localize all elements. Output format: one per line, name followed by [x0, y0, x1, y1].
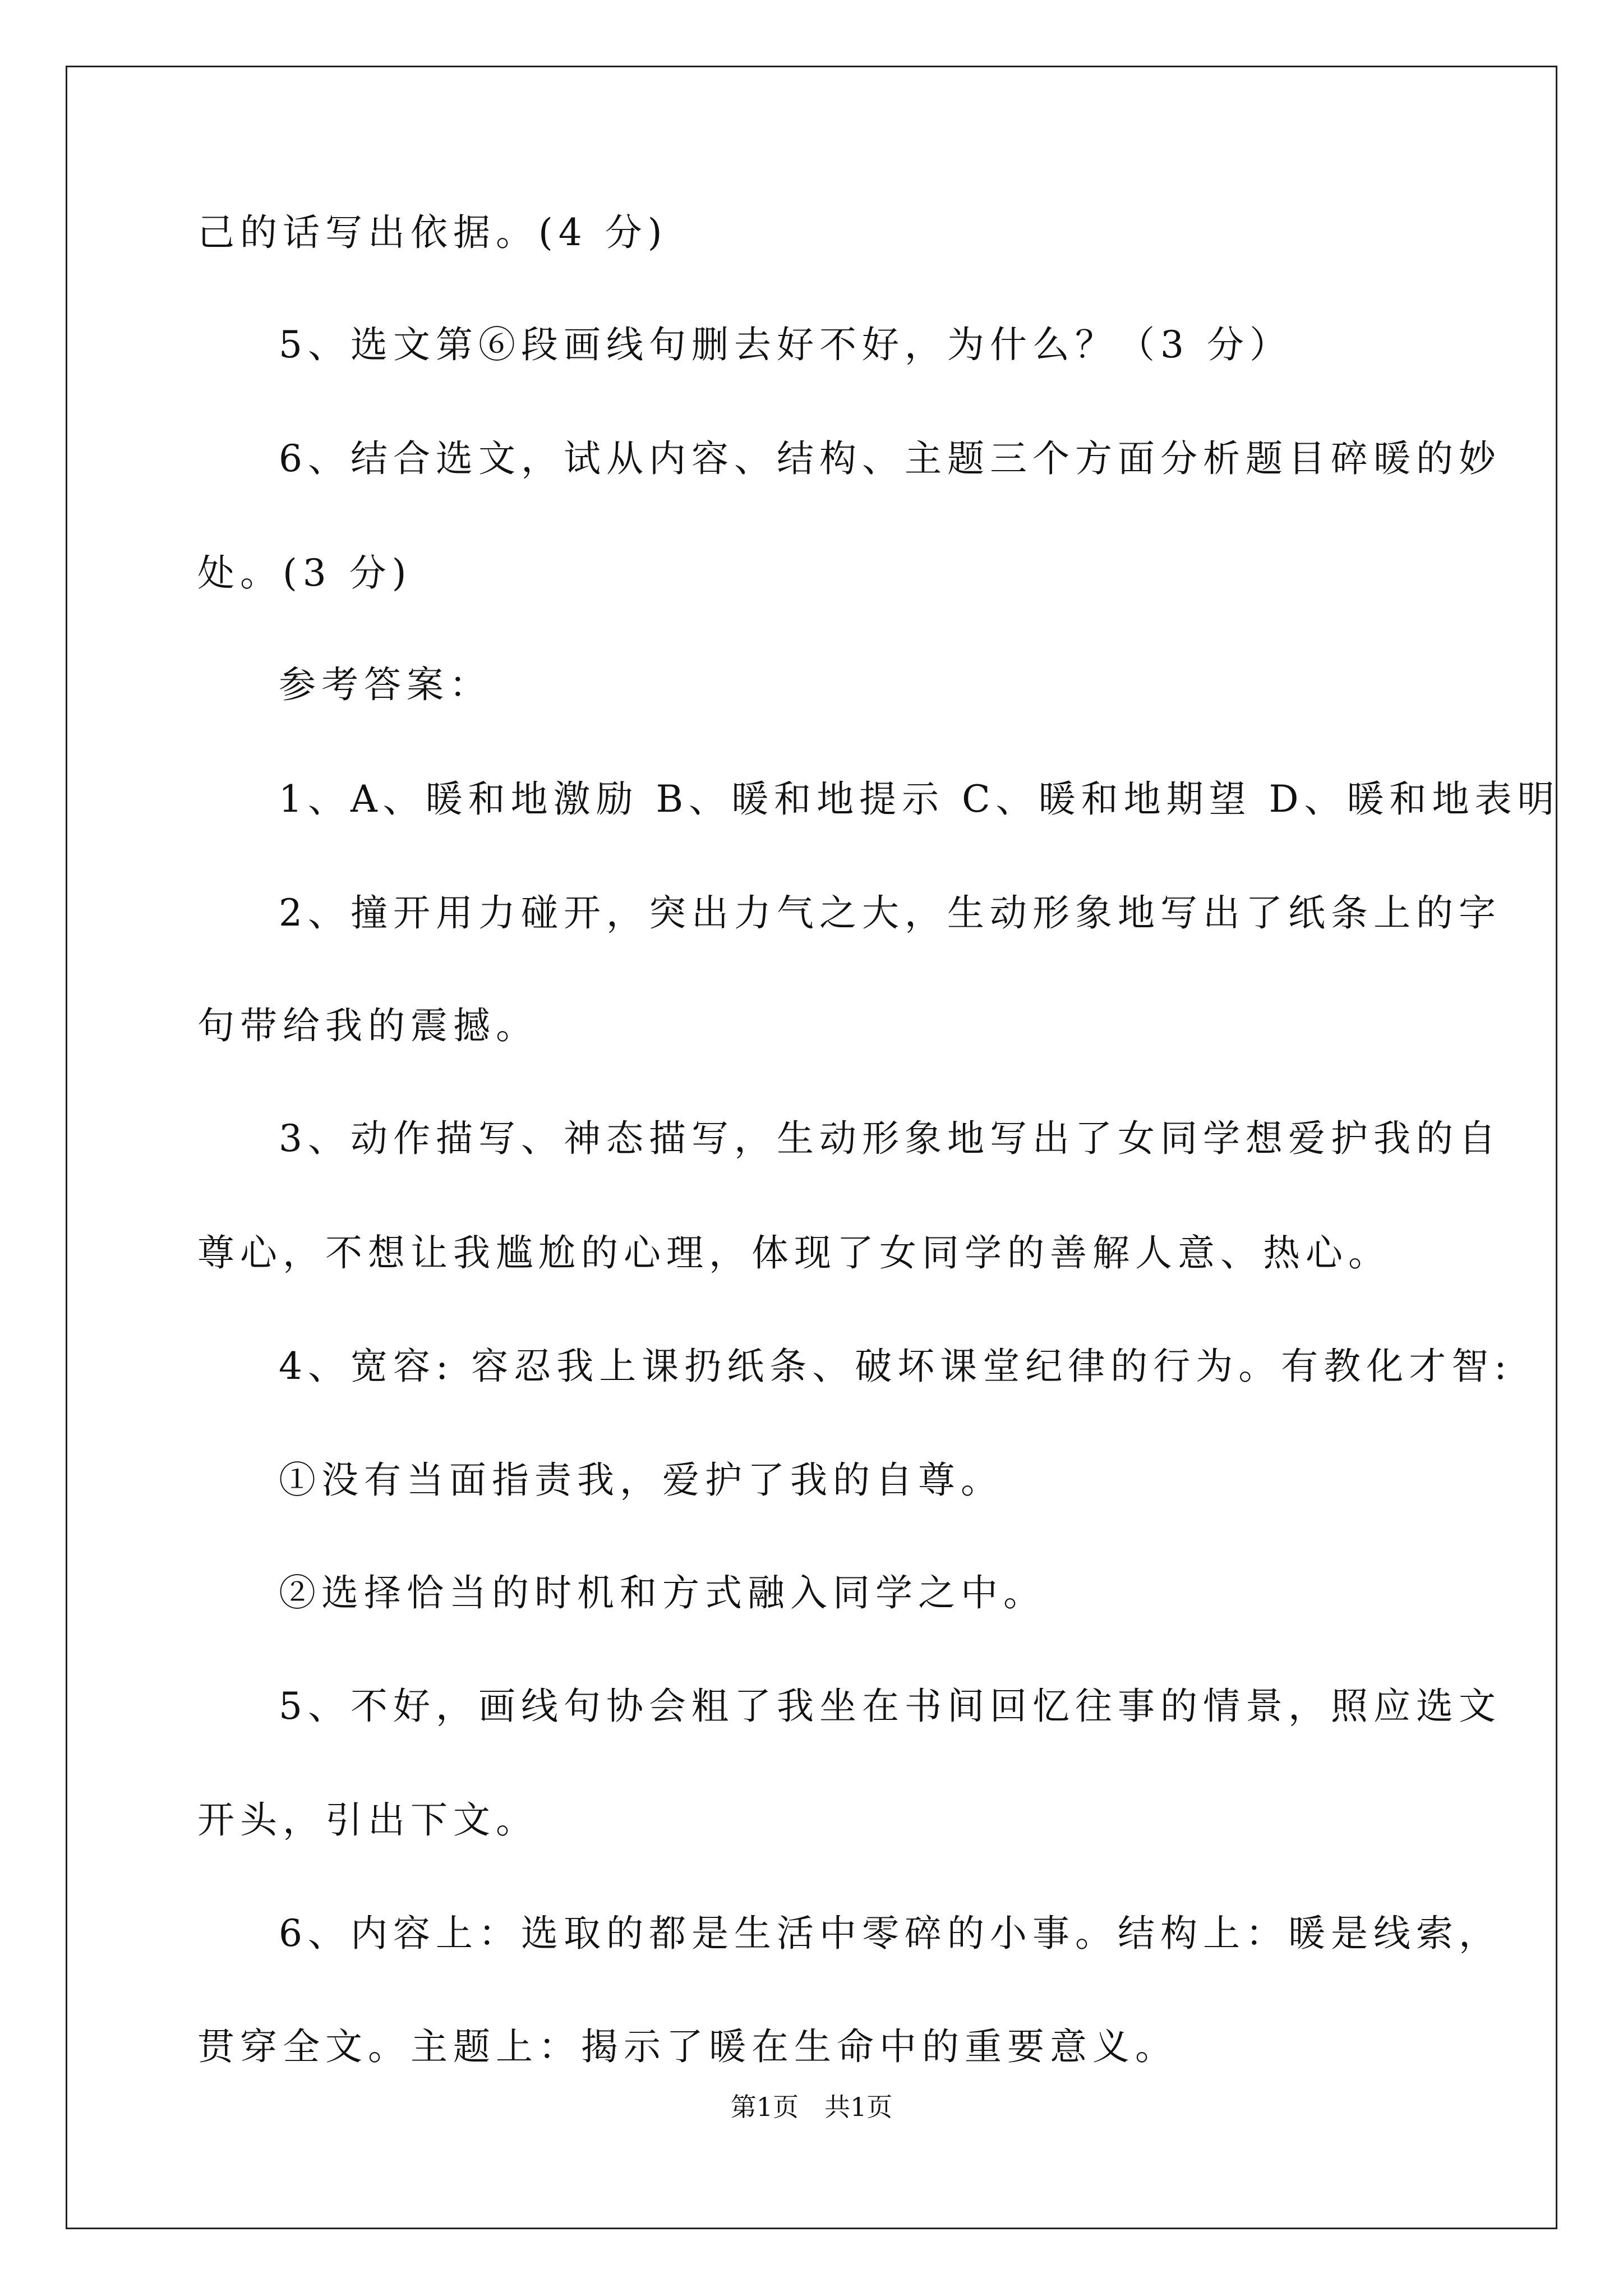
text-line-4: 处。(3 分) [197, 551, 412, 595]
answer-6: 6、内容上：选取的都是生活中零碎的小事。结构上：暖是线索， [279, 1912, 1501, 1955]
answer-5: 5、不好，画线句协会粗了我坐在书间回忆往事的情景，照应选文 [279, 1685, 1501, 1728]
answer-4-point-1: ①没有当面指责我，爱护了我的自尊。 [279, 1458, 1003, 1502]
text-line-1: 己的话写出依据。(4 分) [197, 211, 668, 254]
answer-3: 3、动作描写、神态描写，生动形象地写出了女同学想爱护我的自 [279, 1117, 1501, 1160]
question-6: 6、结合选文，试从内容、结构、主题三个方面分析题目碎暖的妙 [279, 437, 1501, 480]
question-5: 5、选文第⑥段画线句删去好不好，为什么？（3 分） [279, 323, 1292, 366]
answer-1: 1、A、暖和地激励 B、暖和地提示 C、暖和地期望 D、暖和地表明 [279, 777, 1560, 821]
answer-2: 2、撞开用力碰开，突出力气之大，生动形象地写出了纸条上的字 [279, 891, 1501, 935]
text-line-17: 贯穿全文。主题上：揭示了暖在生命中的重要意义。 [197, 2025, 1178, 2068]
page-footer: 第1页 共1页 [730, 2092, 893, 2122]
answer-4: 4、宽容: 容忍我上课扔纸条、破坏课堂纪律的行为。有教化才智: [279, 1345, 1513, 1388]
answer-4-point-2: ②选择恰当的时机和方式融入同学之中。 [279, 1571, 1046, 1614]
text-line-10: 尊心，不想让我尴尬的心理，体现了女同学的善解人意、热心。 [197, 1231, 1391, 1274]
answers-heading: 参考答案： [279, 663, 492, 706]
text-line-8: 句带给我的震撼。 [197, 1004, 538, 1047]
text-line-15: 开头，引出下文。 [197, 1798, 538, 1842]
